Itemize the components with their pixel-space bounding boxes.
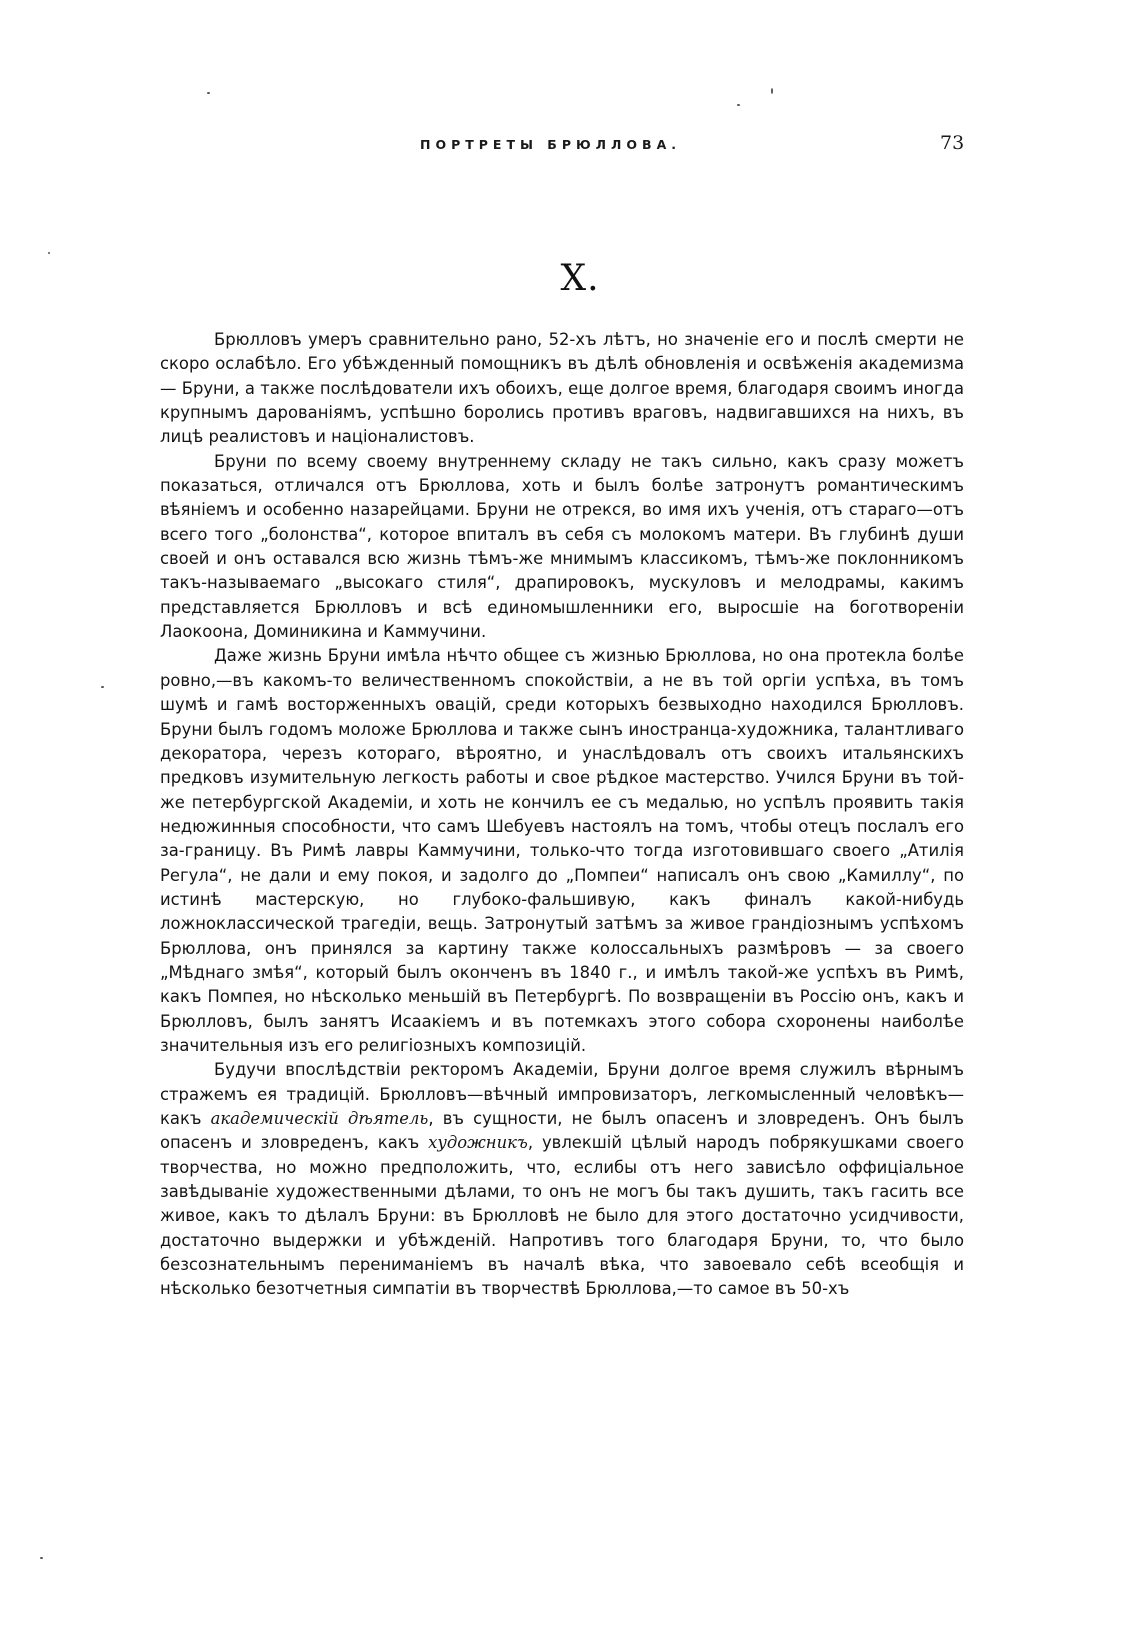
paragraph	[160, 328, 964, 450]
italic-phrase: художникъ	[428, 1133, 528, 1153]
running-head	[0, 132, 1140, 156]
text-run: , въ сущности, не былъ опасенъ и зловреденъ. Онъ былъ опасенъ и зловреденъ, какъ	[160, 1109, 965, 1153]
text-run: Бруни по всему своему внутреннему складу не такъ сильно, какъ сразу можетъ показаться, отличался отъ Брюллова, хоть и былъ болѣе затронутъ романтическимъ вѣяніемъ и особенно назарейцами. Бруни не отрекся, во имя ихъ ученія, отъ стараго—отъ всего того „болонства“, которое впиталъ въ себя съ молокомъ матери. Въ глубинѣ души своей и онъ оставался всю жизнь тѣмъ-же мнимымъ классикомъ, тѣмъ-же поклонникомъ такъ-называемаго „высокаго стиля“, драпировокъ, мускуловъ и мелодрамы, какимъ представляется Брюлловъ и всѣ единомышленники его, выросшіе на боготвореніи Лаокоона, Доминикина и Каммучини.	[160, 451, 964, 642]
text-run: , увлекшій цѣлый народъ побрякушками своего творчества, но можно предположить, что, еслибы отъ него зависѣло оффиціальное завѣдываніе художественными дѣлами, то онъ не могъ бы такъ душить, такъ гасить все живое, какъ то дѣлалъ Бруни: въ Брюлловѣ не было для этого достаточно усидчивости, достаточно выдержки и убѣжденій. Напротивъ того благодаря Бруни, то, что было безсознательнымъ перениманіемъ въ началѣ вѣка, что завоевало себѣ всеобщія и нѣсколько безотчетныя симпатіи въ творчествѣ Брюллова,—то самое въ 50-хъ	[160, 1133, 965, 1299]
running-title: ПОРТРЕТЫ БРЮЛЛОВА.	[420, 137, 682, 152]
scan-speck	[48, 252, 50, 254]
scan-speck	[737, 104, 740, 106]
text-run: Брюлловъ умеръ сравнительно рано, 52-хъ лѣтъ, но значеніе его и послѣ смерти не скоро ослабѣло. Его убѣжденный помощникъ въ дѣлѣ обновленія и освѣженія академизма — Бруни, а также послѣдователи ихъ обоихъ, еще долгое время, благодаря своимъ иногда крупнымъ дарованіямъ, успѣшно боролись противъ враговъ, надвигавшихся на нихъ, въ лицѣ реалистовъ и націоналистовъ.	[160, 330, 964, 447]
scan-speck	[101, 686, 104, 688]
body-text	[160, 328, 964, 1302]
paragraph	[160, 450, 964, 645]
chapter-heading: X.	[560, 258, 600, 299]
text-run: Будучи впослѣдствіи ректоромъ Академіи, Бруни долгое время служилъ вѣрнымъ стражемъ ея традицій. Брюлловъ—вѣчный импровизаторъ, легкомысленный человѣкъ—какъ	[160, 1060, 964, 1128]
page-number: 73	[940, 132, 965, 154]
scan-speck	[771, 88, 773, 94]
paragraph	[160, 1058, 964, 1301]
scan-speck	[207, 92, 210, 94]
paragraph	[160, 644, 964, 1058]
scan-speck	[40, 1557, 43, 1559]
text-run: Даже жизнь Бруни имѣла нѣчто общее съ жизнью Брюллова, но она протекла болѣе ровно,—въ какомъ-то величественномъ спокойствіи, а не въ той оргіи успѣха, въ томъ шумѣ и гамѣ восторженныхъ овацій, среди которыхъ безвыходно находился Брюлловъ. Бруни былъ годомъ моложе Брюллова и также сынъ иностранца-художника, талантливаго декоратора, черезъ котораго, вѣроятно, и унаслѣдовалъ отъ своихъ итальянскихъ предковъ изумительную легкость работы и свое рѣдкое мастерство. Учился Бруни въ той-же петербургской Академіи, и хоть не кончилъ ее съ медалью, но успѣлъ проявить такія недюжинныя способности, что самъ Шебуевъ настоялъ на томъ, чтобы отецъ послалъ его за-границу. Въ Римѣ лавры Каммучини, только-что тогда изготовившаго своего „Атилія Регула“, не дали и ему покоя, и задолго до „Помпеи“ написалъ онъ свою „Камиллу“, по истинѣ мастерскую, но глубоко-фальшивую, какъ финалъ какой-нибудь ложноклассической трагедіи, вещь. Затронутый затѣмъ за живое грандіознымъ успѣхомъ Брюллова, онъ принялся за картину также колоссальныхъ размѣровъ — за своего „Мѣднаго змѣя“, который былъ оконченъ въ 1840 г., и имѣлъ такой-же успѣхъ въ Римѣ, какъ Помпея, но нѣсколько меньшій въ Петербургѣ. По возвращеніи въ Россію онъ, какъ и Брюлловъ, былъ занятъ Исаакіемъ и въ потемкахъ этого собора схоронены наиболѣе значительныя изъ его религіозныхъ композицій.	[160, 646, 964, 1055]
italic-phrase: академическій дѣятель	[210, 1109, 429, 1128]
